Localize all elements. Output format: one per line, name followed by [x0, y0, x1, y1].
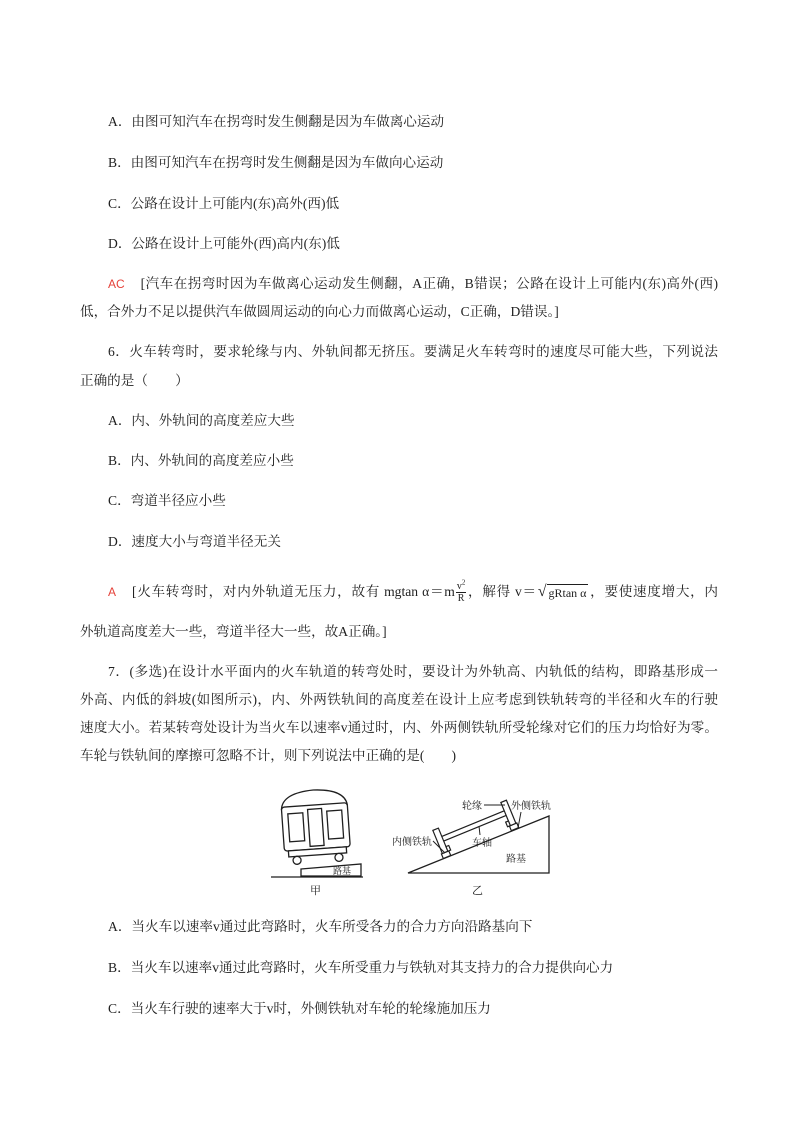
square-root — [538, 583, 589, 600]
fraction-numerator-exponent: 2 — [461, 579, 466, 588]
train-door — [308, 808, 325, 846]
fraction-denominator: R — [457, 593, 465, 605]
q7-stem-line3: 速度大小。若某转弯处设计为当火车以速率v通过时，内、外两侧铁轨所受轮缘对它们的压力均恰好为零。 — [80, 720, 718, 735]
q5-answer-line2: 低，合外力不足以提供汽车做圆周运动的向心力而做离心运动，C正确，D错误。] — [80, 304, 559, 319]
train-wheel-right — [335, 853, 344, 862]
inner-rail-label: 内侧铁轨 — [392, 837, 432, 848]
q7-option-c: C．当火车行驶的速率大于v时，外侧铁轨对车轮的轮缘施加压力 — [108, 1001, 491, 1016]
train-window-left — [288, 813, 305, 842]
train-wheel-left — [293, 856, 302, 865]
roadbed-label-b: 路基 — [506, 854, 526, 865]
q6-answer-key: A — [108, 585, 117, 599]
q6-option-a: A．内、外轨间的高度差应大些 — [108, 413, 295, 428]
axle-top-line — [442, 811, 504, 837]
train-front-view — [271, 788, 363, 877]
q5-option-c: C．公路在设计上可能内(东)高外(西)低 — [108, 196, 340, 211]
q6-option-c: C．弯道半径应小些 — [108, 493, 226, 508]
q7-option-b: B．当火车以速率v通过此弯路时，火车所受重力与铁轨对其支持力的合力提供向心力 — [108, 960, 614, 975]
q6-answer-line2: 外轨道高度差大一些，弯道半径大一些，故A正确。] — [80, 624, 387, 639]
q7-stem-line1: 7．(多选)在设计水平面内的火车轨道的转弯处时，要设计为外轨高、内轨低的结构，即路基形成一 — [108, 664, 718, 679]
fraction-v2-over-r — [456, 581, 467, 604]
fraction-numerator — [456, 581, 467, 593]
radicand: gRtan α — [548, 586, 587, 600]
q6-option-b: B．内、外轨间的高度差应小些 — [108, 453, 294, 468]
roadbed-slab — [301, 864, 361, 876]
outer-rail-label: 外侧铁轨 — [511, 801, 551, 812]
q6-option-d: D．速度大小与弯道半径无关 — [108, 534, 281, 549]
q6-answer-text-before: [火车转弯时，对内外轨道无压力，故有 mgtan α＝m — [132, 584, 455, 599]
q5-option-d: D．公路在设计上可能外(西)高内(东)低 — [108, 236, 340, 251]
q7-stem-line4: 车轮与铁轨间的摩擦可忽略不计，则下列说法中正确的是( ) — [80, 748, 457, 763]
q6-answer-text-mid: ，解得 v＝ — [467, 584, 537, 599]
q7-option-a: A．当火车以速率v通过此弯路时，火车所受各力的合力方向沿路基向下 — [108, 919, 533, 934]
caption-jia: 甲 — [310, 884, 321, 897]
q7-stem-line2: 外高、内低的斜坡(如图所示)，内、外两铁轨间的高度差在设计上应考虑到铁轨转弯的半径和火车的行驶 — [80, 692, 718, 707]
q6-stem-line1: 6．火车转弯时，要求轮缘与内、外轨间都无挤压。要满足火车转弯时的速度尽可能大些，下列说法 — [108, 344, 718, 359]
q6-answer-line1 — [108, 578, 718, 606]
q7-figure — [265, 785, 565, 900]
radical-sign: √ — [537, 583, 547, 600]
q5-answer-key: AC — [108, 277, 125, 291]
q5-answer-line1 — [108, 274, 718, 294]
q5-answer-text: [汽车在拐弯时因为车做离心运动发生侧翻，A正确，B错误；公路在设计上可能内(东)高外(西) — [140, 276, 718, 291]
roadbed-label-a: 路基 — [333, 867, 352, 877]
q6-answer-text-after: ，要使速度增大，内 — [589, 584, 719, 599]
q6-stem-line2: 正确的是（ ） — [80, 373, 189, 388]
train-window-right — [327, 810, 344, 839]
caption-yi: 乙 — [472, 884, 483, 897]
q5-option-a: A．由图可知汽车在拐弯时发生侧翻是因为车做离心运动 — [108, 114, 445, 129]
outer-rail-leader — [518, 812, 521, 828]
q5-option-b: B．由图可知汽车在拐弯时发生侧翻是因为车做向心运动 — [108, 155, 444, 170]
axle-label: 车轴 — [472, 838, 492, 849]
rim-label: 轮缘 — [462, 801, 482, 812]
axle-leader — [479, 826, 480, 835]
fraction-numerator-base: v — [456, 581, 462, 593]
